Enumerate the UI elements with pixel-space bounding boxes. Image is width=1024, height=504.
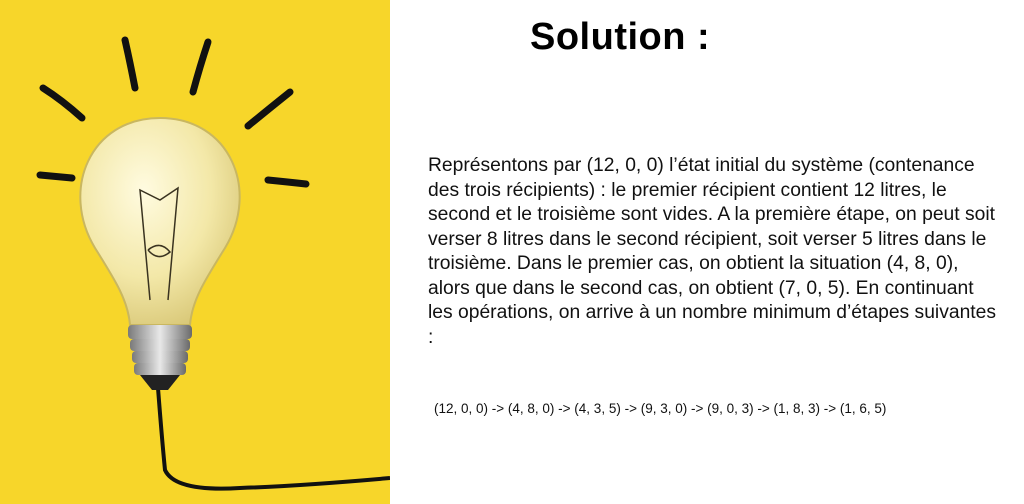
illustration-panel <box>0 0 390 504</box>
solution-sequence: (12, 0, 0) -> (4, 8, 0) -> (4, 3, 5) -> (9, 3, 0) -> (9, 0, 3) -> (1, 8, 3) -> (1, 6, 5) <box>434 401 887 416</box>
bulb-glass <box>80 118 239 325</box>
content-panel <box>390 0 1024 504</box>
bulb-base-ring <box>128 325 192 339</box>
solution-paragraph: Représentons par (12, 0, 0) l’état initial du système (contenance des trois récipients) : le premier récipient contient 12 litres, le second et le troisième sont vides. A la première étape, on peut soit verser 8 litres dans le second récipient, soit verser 5 litres dans le troisième. Dans le premier cas, on obtient la situation (4, 8, 0), alors que dans le second cas, on obtient (7, 0, 5). En continuant les opérations, on arrive à un nombre minimum d’étapes suivantes : <box>428 155 997 348</box>
power-cord <box>158 388 390 489</box>
light-bulb-icon <box>0 0 390 504</box>
page-title: Solution : <box>530 16 711 58</box>
bulb-contact <box>140 375 180 390</box>
